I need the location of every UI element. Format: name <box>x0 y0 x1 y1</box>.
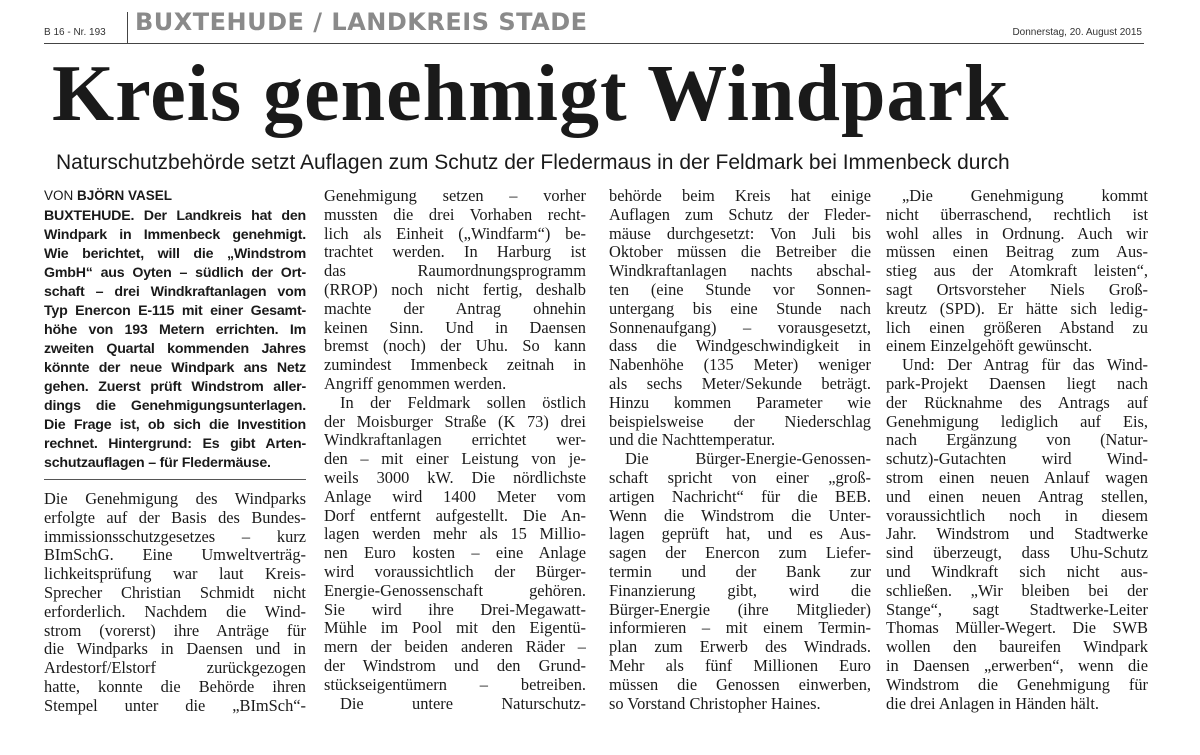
text-line: Jahr. Windstrom und Stadtwerke <box>886 524 1148 544</box>
text-line: Angriff genommen werden. <box>324 373 507 393</box>
text-line: Und: Der Antrag für das Wind- <box>902 355 1148 375</box>
text-line: stieg aus der Atomkraft leisten“, <box>886 261 1148 281</box>
text-line: informieren – mit einem Termin- <box>609 618 871 638</box>
text-line: schutzauflagen – für Fledermäuse. <box>44 455 271 471</box>
text-line: mern der beiden anderen Räder – <box>324 637 586 657</box>
text-line: GmbH“ aus Oyten – südlich der Ort- <box>44 265 306 281</box>
text-line: zweiten Quartal kommenden Jahres <box>44 341 306 357</box>
text-line: und die Nachttemperatur. <box>609 430 776 450</box>
text-line: machte der Antrag ohnehin <box>324 298 586 318</box>
text-line: ten (eine Stunde vor Sonnen- <box>609 279 871 299</box>
text-line: sagen der Enercon zum Liefer- <box>609 543 871 563</box>
text-line: schaft spricht von einer „groß- <box>609 467 871 487</box>
byline <box>44 187 306 205</box>
subheadline: Naturschutzbehörde setzt Auflagen zum Schutz der Fledermaus in der Feldmark bei Immenbeck durch <box>56 151 1010 174</box>
text-line: Auflagen zum Schutz der Fleder- <box>609 204 871 224</box>
text-line: strom (vorerst) ihre Anträge für <box>44 620 306 640</box>
text-line: der Windstrom und den Grund- <box>324 655 586 675</box>
article-column-2 <box>324 187 586 752</box>
page-header <box>0 0 1200 44</box>
text-line: In der Feldmark sollen östlich <box>340 392 586 412</box>
text-line: wird voraussichtlich der Bürger- <box>324 561 586 581</box>
text-line: Windstrom die Genehmigung für <box>886 674 1148 694</box>
text-line: Sie wird ihre Drei-Megawatt- <box>324 599 586 619</box>
article-column-4 <box>886 187 1148 752</box>
text-line: untergang bis eine Stunde nach <box>609 298 871 318</box>
text-line: schutz)-Gutachten wird Wind- <box>886 449 1148 469</box>
text-line: strom einen neuen Anlauf wagen <box>886 467 1148 487</box>
headline: Kreis genehmigt Windpark <box>52 50 1010 138</box>
text-line: Finanzierung gibt, wird die <box>609 580 871 600</box>
text-line: behörde beim Kreis hat einige <box>609 187 871 205</box>
text-line: lichkeitsprüfung war laut Kreis- <box>44 564 306 584</box>
text-line: termin und der Bank zur <box>609 561 871 581</box>
text-line: in Daensen „erwerben“, wenn die <box>886 655 1148 675</box>
text-line: beispielsweise der Niederschlag <box>609 411 871 431</box>
text-line: erfolgte auf der Basis des Bundes- <box>44 507 306 527</box>
column-1-body <box>44 490 306 716</box>
text-line: zumindest Immenbeck zeitnah in <box>324 355 586 375</box>
header-divider <box>127 12 128 44</box>
text-line: nen Euro kosten – eine Anlage <box>324 543 586 563</box>
text-line: Die Bürger-Energie-Genossen- <box>625 449 871 469</box>
lead-divider <box>44 479 306 480</box>
text-line: so Vorstand Christopher Haines. <box>609 693 821 713</box>
text-line: Windkraftanlagen errichtet wer- <box>324 430 586 450</box>
text-line: lich einen größeren Abstand zu <box>886 317 1148 337</box>
text-line: lagen geprüft hat, und es Aus- <box>609 524 871 544</box>
text-line: nicht überraschend, rechtlich ist <box>886 204 1148 224</box>
text-line: mussten die drei Vorhaben recht- <box>324 204 586 224</box>
text-line: wollen den baureifen Windpark <box>886 637 1148 657</box>
byline-author: BJÖRN VASEL <box>77 188 173 203</box>
text-line: Stange“, sagt Stadtwerke-Leiter <box>886 599 1148 619</box>
text-line: Dorf entfernt aufgestellt. Die An- <box>324 505 586 525</box>
text-line: Windpark in Immenbeck genehmigt. <box>44 227 306 243</box>
text-line: müssen die Genossen einwerben, <box>609 674 871 694</box>
text-line: höhe von 193 Metern errichten. Im <box>44 322 306 338</box>
text-line: der Rücknahme des Antrags auf <box>886 392 1148 412</box>
text-line: schließen. „Wir bleiben bei der <box>886 580 1148 600</box>
text-line: wohl alles in Ordnung. Auch wir <box>886 223 1148 243</box>
text-line: sind überzeugt, dass Uhu-Schutz <box>886 543 1148 563</box>
text-line: „Die Genehmigung kommt <box>902 187 1148 205</box>
text-line: sagt Ortsvorsteher Niels Groß- <box>886 279 1148 299</box>
text-line: park-Projekt Daensen liegt nach <box>886 373 1148 393</box>
text-line: das Raumordnungsprogramm <box>324 261 586 281</box>
text-line: Die untere Naturschutz- <box>340 693 586 713</box>
text-line: Nabenhöhe (135 Meter) weniger <box>609 355 871 375</box>
text-line: dings die Genehmigungsunterlagen. <box>44 398 306 414</box>
text-line: Anlage wird 1400 Meter vom <box>324 486 586 506</box>
text-line: lagen werden mehr als 15 Millio- <box>324 524 586 544</box>
text-line: plan zum Erwerb des Windrads. <box>609 637 871 657</box>
text-line: Wenn die Windstrom die Unter- <box>609 505 871 525</box>
text-line: Sonnenaufgang) – vorausgesetzt, <box>609 317 871 337</box>
section-title: BUXTEHUDE / LANDKREIS STADE <box>135 8 588 36</box>
text-line: bremst (noch) der Uhu. So kann <box>324 336 586 356</box>
text-line: Genehmigung lediglich auf Eis, <box>886 411 1148 431</box>
text-line: Oktober müssen die Betreiber die <box>609 242 871 262</box>
text-line: Die Frage ist, ob sich die Investition <box>44 417 306 433</box>
text-line: (RROP) noch nicht fertig, deshalb <box>324 279 586 299</box>
text-line: und Windkraft sich nicht aus- <box>886 561 1148 581</box>
text-line: gehen. Zuerst prüft Windstrom aller- <box>44 379 306 395</box>
text-line: BUXTEHUDE. Der Landkreis hat den <box>44 208 306 224</box>
text-line: Sprecher Christian Schmidt nicht <box>44 582 306 602</box>
text-line: Die Genehmigung des Windparks <box>44 489 306 508</box>
byline-prefix: VON <box>44 188 74 203</box>
text-line: Stempel unter die „BImSch“- <box>44 695 306 715</box>
article-column-1 <box>44 187 306 752</box>
text-line: die Windparks in Daensen und in <box>44 639 306 659</box>
text-line: BImSchG. Eine Umweltverträg- <box>44 545 306 565</box>
text-line: hatte, konnte die Behörde ihren <box>44 676 306 696</box>
issue-date: Donnerstag, 20. August 2015 <box>1012 27 1142 38</box>
lead-paragraph <box>44 207 306 473</box>
text-line: Wie berichtet, will die „Windstrom <box>44 246 306 262</box>
text-line: immissionsschutzgesetzes – kurz <box>44 526 306 546</box>
text-line: der Moisburger Straße (K 73) drei <box>324 411 586 431</box>
article-column-3 <box>609 187 871 752</box>
text-line: lich als Einheit („Windfarm“) be- <box>324 223 586 243</box>
text-line: könnte der neue Windpark ans Netz <box>44 360 306 376</box>
text-line: als sechs Meter/Sekunde beträgt. <box>609 373 871 393</box>
text-line: artigen Nachricht“ für die BEB. <box>609 486 871 506</box>
text-line: trachtet werden. In Harburg ist <box>324 242 586 262</box>
text-line: dass die Windgeschwindigkeit in <box>609 336 871 356</box>
text-line: rechnet. Hintergrund: Es gibt Arten- <box>44 436 306 452</box>
text-line: einem Einzelgehöft gewünscht. <box>886 336 1093 356</box>
text-line: Hinzu kommen Parameter wie <box>609 392 871 412</box>
text-line: mäuse durchgesetzt: Von Juli bis <box>609 223 871 243</box>
text-line: Thomas Müller-Wegert. Die SWB <box>886 618 1148 638</box>
text-line: weils 3000 kW. Die nördlichste <box>324 467 586 487</box>
text-line: Ardestorf/Elstorf zurückgezogen <box>44 658 306 678</box>
text-line: Mühle im Pool mit den Eigentü- <box>324 618 586 638</box>
header-rule <box>44 43 1144 44</box>
text-line: nach Ergänzung von (Natur- <box>886 430 1148 450</box>
text-line: kreutz (SPD). Er hätte sich ledig- <box>886 298 1148 318</box>
text-line: Typ Enercon E-115 mit einer Gesamt- <box>44 303 306 319</box>
text-line: den – mit einer Leistung von je- <box>324 449 586 469</box>
text-line: Energie-Genossenschaft gehören. <box>324 580 586 600</box>
text-line: müssen einen Beitrag zum Aus- <box>886 242 1148 262</box>
text-line: voraussichtlich noch in diesem <box>886 505 1148 525</box>
text-line: erforderlich. Nachdem die Wind- <box>44 601 306 621</box>
text-line: keinen Sinn. Und in Daensen <box>324 317 586 337</box>
text-line: schaft – drei Windkraftanlagen vom <box>44 284 306 300</box>
text-line: stückseigentümern – betreiben. <box>324 674 586 694</box>
text-line: und einen neuen Antrag stellen, <box>886 486 1148 506</box>
page-number: B 16 - Nr. 193 <box>44 27 106 38</box>
text-line: Windkraftanlagen nachts abschal- <box>609 261 871 281</box>
text-line: die drei Anlagen in Händen hält. <box>886 693 1100 713</box>
text-line: Mehr als fünf Millionen Euro <box>609 655 871 675</box>
text-line: Genehmigung setzen – vorher <box>324 187 586 205</box>
text-line: Bürger-Energie (ihre Mitglieder) <box>609 599 871 619</box>
